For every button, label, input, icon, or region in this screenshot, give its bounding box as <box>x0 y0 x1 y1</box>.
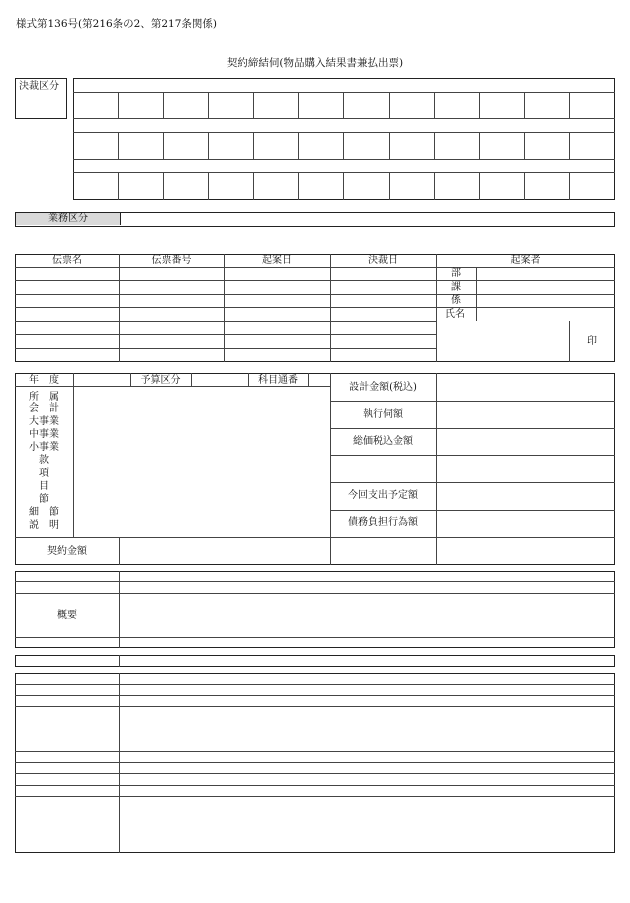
seal-label: 印 <box>587 336 597 347</box>
budget-left-label: 説 明 <box>29 520 59 531</box>
form-number: 様式第136号(第216条の2、第217条関係) <box>16 18 217 30</box>
kessai-cell-divider <box>298 172 299 200</box>
drafter-label-bu: 部 <box>451 268 461 279</box>
gaiyo-label: 概要 <box>57 610 77 621</box>
kessai-cell-divider <box>524 92 525 118</box>
kessai-cell-divider <box>118 92 119 118</box>
kessai-cell-divider <box>253 172 254 200</box>
kessai-cell-divider <box>434 172 435 200</box>
budget-left-label: 細 節 <box>29 507 59 518</box>
voucher-header-draft-date: 起案日 <box>262 255 292 266</box>
kessai-cell-divider <box>479 92 480 118</box>
kessai-cell-divider <box>298 132 299 159</box>
budget-left-label: 大事業 <box>29 416 59 427</box>
budget-left-label: 会 計 <box>29 403 59 414</box>
kessai-cell-divider <box>208 132 209 159</box>
budget-left-label: 小事業 <box>29 442 59 453</box>
kessai-cell-divider <box>569 92 570 118</box>
kessai-cell-divider <box>479 132 480 159</box>
budget-left-label: 所 属 <box>29 392 59 403</box>
kessai-cell-divider <box>163 92 164 118</box>
kessai-cell-divider <box>253 132 254 159</box>
kessai-cell-divider <box>524 172 525 200</box>
total-tax-amount-label: 総価税込金額 <box>353 436 413 447</box>
execution-amount-label: 執行伺額 <box>363 409 403 420</box>
budget-left-label: 節 <box>39 494 49 505</box>
debt-burden-label: 債務負担行為額 <box>348 517 418 528</box>
kessai-cell-divider <box>298 92 299 118</box>
voucher-header-name: 伝票名 <box>52 255 82 266</box>
kessai-cell-divider <box>118 172 119 200</box>
page-title: 契約締結伺(物品購入結果書兼払出票) <box>226 57 404 69</box>
kessai-cell-divider <box>479 172 480 200</box>
kessai-cell-divider <box>434 92 435 118</box>
kessai-cell-divider <box>343 92 344 118</box>
voucher-header-number: 伝票番号 <box>151 255 192 266</box>
drafter-label-kakari: 係 <box>451 295 461 306</box>
kessai-cell-divider <box>343 172 344 200</box>
nendo-label: 年 度 <box>29 375 59 386</box>
kessai-cell-divider <box>434 132 435 159</box>
kessai-cell-divider <box>389 132 390 159</box>
kamoku-label: 科目通番 <box>258 375 298 386</box>
kessai-cell-divider <box>569 172 570 200</box>
gyomu-row <box>15 212 615 227</box>
budget-left-label: 目 <box>39 481 49 492</box>
drafter-label-name: 氏名 <box>445 309 465 320</box>
kessai-cell-divider <box>208 172 209 200</box>
kessai-cell-divider <box>208 92 209 118</box>
voucher-header-drafter: 起案者 <box>510 255 541 266</box>
kessai-label-box <box>15 78 67 119</box>
voucher-header-approval-date: 決裁日 <box>368 255 398 266</box>
planned-expenditure-label: 今回支出予定額 <box>348 490 418 501</box>
kessai-cell-divider <box>253 92 254 118</box>
kessai-cell-divider <box>569 132 570 159</box>
kessai-cell-divider <box>118 132 119 159</box>
kessai-cell-divider <box>343 132 344 159</box>
design-amount-label: 設計金額(税込) <box>349 382 417 393</box>
contract-amount-label: 契約金額 <box>47 546 87 557</box>
yosan-label: 予算区分 <box>140 375 181 386</box>
kessai-cell-divider <box>163 132 164 159</box>
kessai-label: 決裁区分 <box>19 81 59 92</box>
kessai-cell-divider <box>524 132 525 159</box>
budget-left-label: 項 <box>39 468 49 479</box>
kessai-cell-divider <box>389 172 390 200</box>
kessai-cell-divider <box>389 92 390 118</box>
drafter-label-ka: 課 <box>451 282 461 293</box>
gyomu-label: 業務区分 <box>48 213 88 224</box>
kessai-cell-divider <box>163 172 164 200</box>
budget-left-label: 款 <box>39 455 49 466</box>
budget-left-label: 中事業 <box>29 429 59 440</box>
